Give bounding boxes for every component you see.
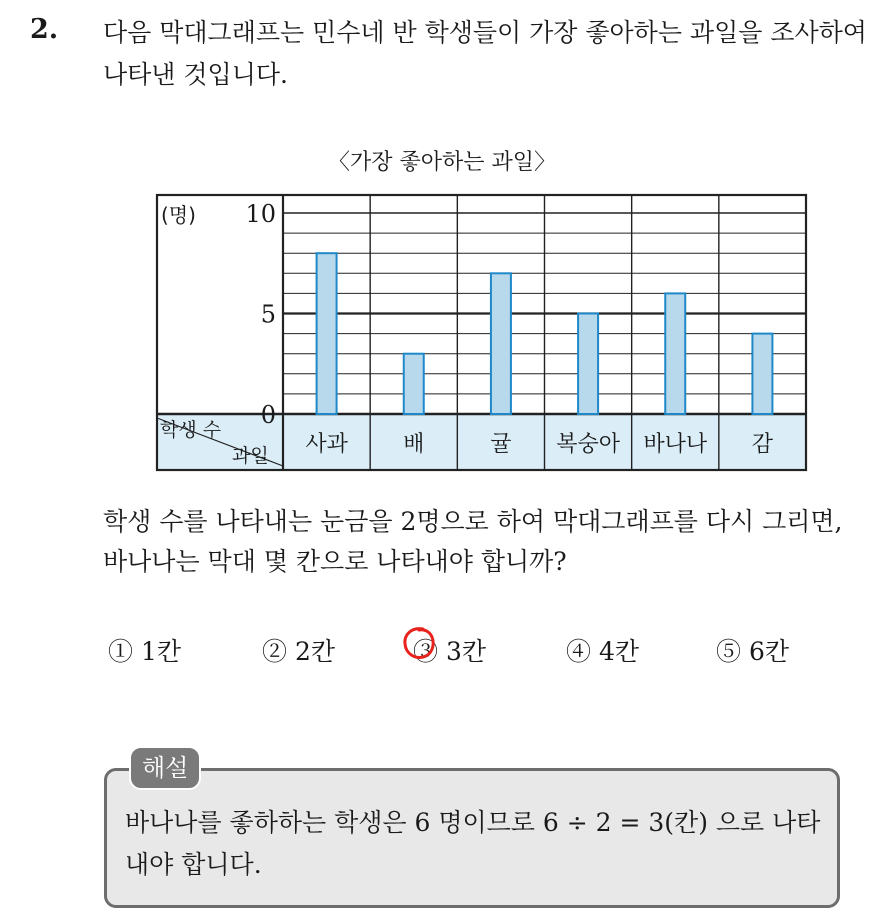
answer-circle-mark	[401, 625, 437, 661]
corner-header-top: 학생 수	[160, 419, 222, 441]
category-label: 배	[403, 432, 425, 457]
chart-title: 〈가장 좋아하는 과일〉	[327, 150, 556, 175]
category-label: 사과	[305, 432, 348, 457]
category-label: 귤	[490, 432, 512, 457]
bar-사과	[317, 253, 337, 414]
bar-배	[404, 354, 424, 414]
question-number: 2.	[30, 14, 59, 45]
bar-감	[752, 334, 772, 414]
bar-귤	[491, 273, 511, 414]
bar-바나나	[665, 293, 685, 414]
explanation-tag: 해설	[129, 746, 201, 790]
category-label: 복숭아	[556, 432, 620, 457]
sub-question-text: 학생 수를 나타내는 눈금을 2명으로 하여 막대그래프를 다시 그리면, 바나나는 막대 몇 칸으로 나타내야 합니까?	[103, 507, 843, 576]
question-text: 다음 막대그래프는 민수네 반 학생들이 가장 좋아하는 과일을 조사하여 나타낸 것입니다.	[103, 18, 867, 89]
bar-복숭아	[578, 314, 598, 415]
y-tick-label: 0	[260, 401, 276, 429]
choice-4[interactable]: ④ 4칸	[566, 637, 640, 666]
corner-header-bottom: 과일	[232, 445, 269, 467]
y-tick-label: 5	[260, 300, 276, 329]
explanation-text: 바나나를 좋하하는 학생은 6 명이므로 6 ÷ 2 = 3(칸) 으로 나타내야 합니다.	[125, 808, 821, 879]
choice-2[interactable]: ② 2칸	[262, 637, 336, 666]
category-label: 감	[751, 432, 774, 457]
unit-label: (명)	[161, 203, 196, 227]
choice-3[interactable]: ③ 3칸	[413, 637, 487, 666]
choice-5[interactable]: ⑤ 6칸	[716, 637, 790, 666]
category-label: 바나나	[643, 432, 708, 457]
choice-1[interactable]: ① 1칸	[108, 637, 182, 666]
y-tick-label: 10	[245, 200, 276, 228]
